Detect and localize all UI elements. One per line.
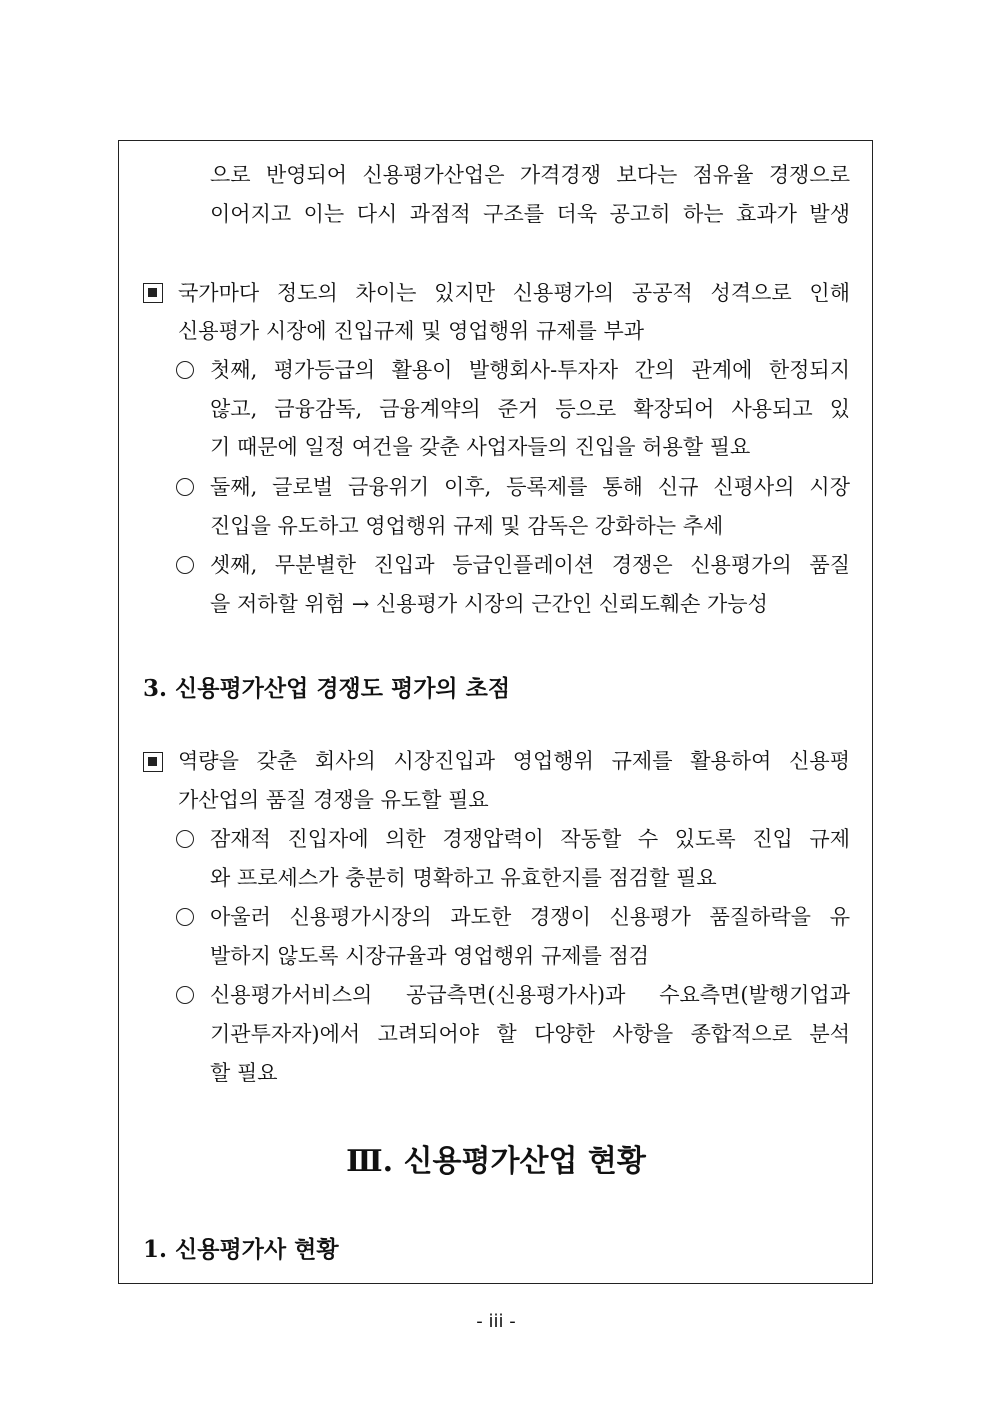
text-line: 아울러 신용평가시장의 과도한 경쟁이 신용평가 품질하락을 유 <box>210 905 850 929</box>
circle-bullet-icon <box>176 556 194 574</box>
text-line: 신용평가 시장에 진입규제 및 영업행위 규제를 부과 <box>178 319 645 343</box>
content-frame <box>118 140 873 1284</box>
page-number: - iii - <box>476 1311 516 1332</box>
text-line: 진입을 유도하고 영업행위 규제 및 감독은 강화하는 추세 <box>210 514 724 538</box>
text-line: 둘째, 글로벌 금융위기 이후, 등록제를 통해 신규 신평사의 시장 <box>210 475 850 499</box>
text-line: 할 필요 <box>210 1061 278 1085</box>
text-line: 않고, 금융감독, 금융계약의 준거 등으로 확장되어 사용되고 있 <box>210 397 850 421</box>
circle-bullet-icon <box>176 361 194 379</box>
chapter-heading: Ⅲ. 신용평가산업 현황 <box>346 1144 646 1179</box>
text-line: 기관투자자)에서 고려되어야 할 다양한 사항을 종합적으로 분석 <box>210 1022 850 1046</box>
circle-bullet-icon <box>176 908 194 926</box>
text-line: 국가마다 정도의 차이는 있지만 신용평가의 공공적 성격으로 인해 <box>178 281 850 305</box>
text-line: 첫째, 평가등급의 활용이 발행회사-투자자 간의 관계에 한정되지 <box>210 358 850 382</box>
section-heading: 1. 신용평가사 현황 <box>143 1236 339 1263</box>
text-line: 신용평가서비스의 공급측면(신용평가사)과 수요측면(발행기업과 <box>210 983 850 1007</box>
text-line: 발하지 않도록 시장규율과 영업행위 규제를 점검 <box>210 944 650 968</box>
circle-bullet-icon <box>176 478 194 496</box>
circle-bullet-icon <box>176 986 194 1004</box>
square-bullet-icon <box>143 283 163 303</box>
text-line: 이어지고 이는 다시 과점적 구조를 더욱 공고히 하는 효과가 발생 <box>210 202 850 226</box>
text-line: 을 저하할 위험 → 신용평가 시장의 근간인 신뢰도훼손 가능성 <box>210 592 768 616</box>
text-line: 잠재적 진입자에 의한 경쟁압력이 작동할 수 있도록 진입 규제 <box>210 827 850 851</box>
text-line: 와 프로세스가 충분히 명확하고 유효한지를 점검할 필요 <box>210 866 717 890</box>
square-bullet-icon <box>143 752 163 772</box>
text-line: 기 때문에 일정 여건을 갖춘 사업자들의 진입을 허용할 필요 <box>210 435 751 459</box>
circle-bullet-icon <box>176 830 194 848</box>
text-line: 가산업의 품질 경쟁을 유도할 필요 <box>178 788 489 812</box>
text-line: 역량을 갖춘 회사의 시장진입과 영업행위 규제를 활용하여 신용평 <box>178 749 850 773</box>
text-line: 으로 반영되어 신용평가산업은 가격경쟁 보다는 점유율 경쟁으로 <box>210 163 850 187</box>
text-line: 셋째, 무분별한 진입과 등급인플레이션 경쟁은 신용평가의 품질 <box>210 553 850 577</box>
section-heading: 3. 신용평가산업 경쟁도 평가의 초점 <box>143 675 511 702</box>
